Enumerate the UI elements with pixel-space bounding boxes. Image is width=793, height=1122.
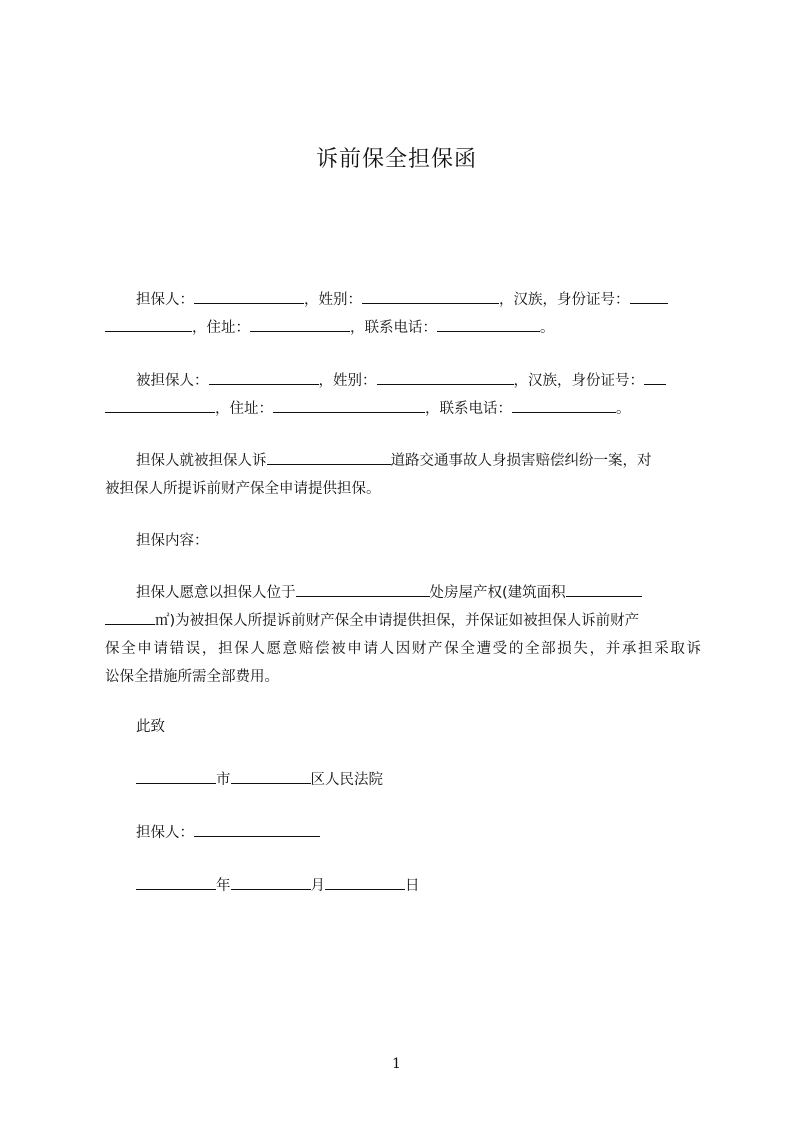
statement-line-2: 被担保人所提诉前财产保全申请提供担保。 xyxy=(105,481,381,497)
content-line-3: 保全申请错误，担保人愿意赔偿被申请人因财产保全遭受的全部损失，并承担采取诉 xyxy=(105,641,701,657)
month-blank[interactable] xyxy=(231,875,311,890)
guarantee-statement-paragraph xyxy=(105,447,701,503)
guarantor-gender-label: ，姓别： xyxy=(304,292,362,308)
city-suffix: 市 xyxy=(216,772,231,788)
day-label: 日 xyxy=(405,878,420,894)
content-line-4: 讼保全措施所需全部费用。 xyxy=(105,669,279,685)
city-blank[interactable] xyxy=(136,769,216,784)
content-line-2 xyxy=(105,607,701,635)
year-label: 年 xyxy=(216,878,231,894)
building-area-blank-start[interactable] xyxy=(566,582,642,597)
secured-party-info-paragraph xyxy=(105,367,701,423)
content-heading-text: 担保内容： xyxy=(136,533,209,549)
document-title: 诉前保全担保函 xyxy=(315,147,477,172)
signer-label: 担保人： xyxy=(136,825,194,841)
property-location-blank[interactable] xyxy=(296,582,430,597)
signer-line xyxy=(105,819,701,847)
guarantor-end-mark: 。 xyxy=(540,320,555,336)
guarantor-address-blank[interactable] xyxy=(250,317,350,332)
guarantor-ethnic-id-label: ，汉族，身份证号： xyxy=(499,292,630,308)
guarantor-id-blank-start[interactable] xyxy=(630,289,668,304)
guarantor-phone-label: ，联系电话： xyxy=(350,320,437,336)
secured-party-gender-blank[interactable] xyxy=(377,370,514,385)
secured-party-id-blank-start[interactable] xyxy=(644,370,666,385)
court-line xyxy=(105,766,701,794)
year-blank[interactable] xyxy=(136,875,216,890)
guarantor-id-blank-end[interactable] xyxy=(105,317,192,332)
statement-plaintiff-blank[interactable] xyxy=(267,450,391,465)
content-part-1: 担保人愿意以担保人位于 xyxy=(136,585,296,601)
signature-line xyxy=(105,819,701,847)
statement-part-2: 道路交通事故人身损害赔偿纠纷一案，对 xyxy=(390,453,652,469)
date-line xyxy=(105,872,701,900)
secured-party-ethnic-id-label: ，汉族，身份证号： xyxy=(513,373,644,389)
secured-party-line-1 xyxy=(105,367,701,395)
statement-part-1: 担保人就被担保人诉 xyxy=(136,453,267,469)
date-fields xyxy=(105,872,701,900)
secured-party-address-blank[interactable] xyxy=(273,398,425,413)
district-blank[interactable] xyxy=(231,769,311,784)
guarantor-info-paragraph xyxy=(105,286,701,342)
month-label: 月 xyxy=(310,878,325,894)
day-blank[interactable] xyxy=(325,875,405,890)
court-suffix: 区人民法院 xyxy=(310,772,383,788)
page-number: 1 xyxy=(392,1056,401,1072)
guarantor-address-label: ，住址： xyxy=(192,320,250,336)
secured-party-address-label: ，住址： xyxy=(215,401,273,417)
secured-party-name-blank[interactable] xyxy=(209,370,319,385)
guarantor-line-1 xyxy=(105,286,701,314)
guarantor-name-blank[interactable] xyxy=(194,289,304,304)
guarantor-phone-blank[interactable] xyxy=(437,317,540,332)
secured-party-line-2 xyxy=(105,395,701,423)
secured-party-phone-label: ，联系电话： xyxy=(425,401,512,417)
court-address-line xyxy=(105,766,701,794)
secured-party-end-mark: 。 xyxy=(616,401,631,417)
guarantor-label: 担保人： xyxy=(136,292,194,308)
secured-party-label: 被担保人： xyxy=(136,373,209,389)
content-line-1 xyxy=(105,579,701,607)
salutation-text: 此致 xyxy=(136,719,165,735)
content-part-3: ㎡)为被担保人所提诉前财产保全申请提供担保，并保证如被担保人诉前财产 xyxy=(155,613,640,629)
secured-party-id-blank-end[interactable] xyxy=(105,398,215,413)
statement-line-1 xyxy=(105,447,701,475)
content-part-2: 处房屋产权(建筑面积 xyxy=(429,585,566,601)
guarantee-content-paragraph xyxy=(105,579,701,691)
guarantor-gender-blank[interactable] xyxy=(362,289,499,304)
secured-party-phone-blank[interactable] xyxy=(512,398,616,413)
building-area-blank-end[interactable] xyxy=(105,610,155,625)
secured-party-gender-label: ，姓别： xyxy=(318,373,377,389)
closing-salutation xyxy=(105,713,701,741)
signer-blank[interactable] xyxy=(194,822,320,837)
guarantee-content-heading xyxy=(105,527,701,555)
guarantor-line-2 xyxy=(105,314,701,342)
